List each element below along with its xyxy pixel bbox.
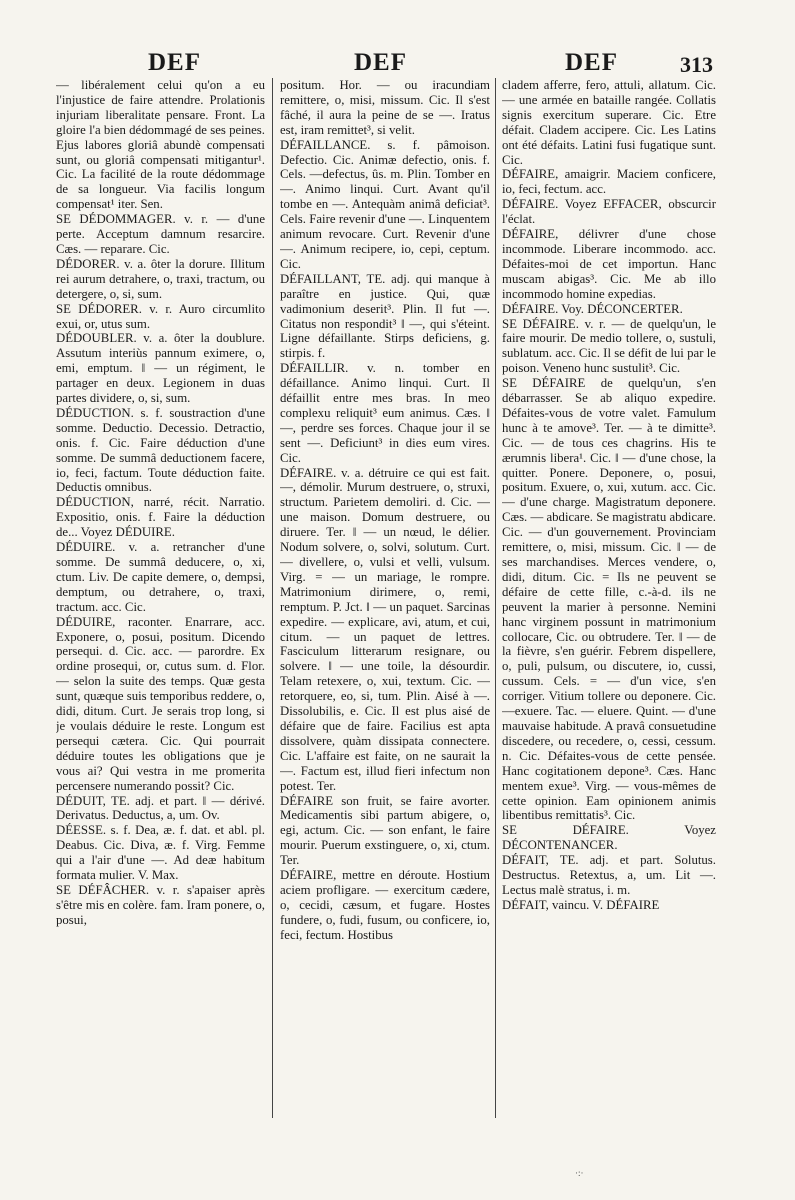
entry: DÉDOUBLER. v. a. ôter la doublure. Assutum interiùs pannum eximere, o, emi, emptum. ‖ — un régiment, le partager en deux. Legionem in duas partes dividere, o, si, sum.	[56, 331, 265, 406]
entry: DÉDUCTION, narré, récit. Narratio. Expositio, onis. f. Faire la déduction de... Voyez DÉDUIRE.	[56, 495, 265, 540]
entry: SE DÉFAIRE de quelqu'un, s'en débarrasser. Se ab aliquo expedire. Défaites-vous de votre valet. Famulum hunc à te amove³. Ter. — à te dimitte³. Cic. — de tous ces chagrins. His te ærumnis libera¹. Cic. ‖ — d'une chose, la quitter. Ponere. Deponere, o, posui, positum. Exuere, o, xui, xutum. acc. Cic. — d'une charge. Magistratum deponere. Cæs. — abdicare. Se magistratu abdicare. Cic. — d'un gouvernement. Provinciam remittere, o, misi, missum. Cic. ‖ — de ses marchandises. Merces vendere, o, didi, ditum. Cic. = Ils ne peuvent se défaire de cette fille, c.-à-d. ils ne peuvent la marier à personne. Nemini hanc virginem possunt in matrimonium collocare, Cic. ou obtrudere. Ter. ‖ — de la fièvre, s'en guérir. Febrem dispellere, o, puli, pulsum, ou discutere, io, cussi, cussum. Cels. = — d'un vice, s'en corriger. Vitium tollere ou deponere. Cic. —exuere. Tac. — eluere. Quint. — d'une mauvaise habitude. A pravâ consuetudine discedere, ou recedere, o, cessi, cessum. n. Cic. Défaites-vous de cette pensée. Hanc cogitationem depone³. Cæs. Hanc mentem exue³. Virg. — vous-mêmes de cette opinion. Eam opinionem animis libentibus remittatis³. Cic.	[502, 376, 716, 823]
column-divider	[495, 78, 496, 1118]
entry: SE DÉFAIRE. v. r. — de quelqu'un, le faire mourir. De medio tollere, o, sustuli, sublatum. acc. Cic. Il se défit de lui par le poison. Veneno hunc sustulit³. Cic.	[502, 316, 716, 376]
entry: DÉFAIRE, délivrer d'une chose incommode. Liberare incommodo. acc. Défaites-moi de cet importun. Hanc muscam abigas³. Cic. Me ab illo incommodo homine expedias.	[502, 227, 716, 301]
printer-ornament: ·:·	[575, 1168, 584, 1178]
entry: DÉESSE. s. f. Dea, æ. f. dat. et abl. pl. Deabus. Cic. Diva, æ. f. Virg. Femme qui a l'air d'une —. Ad deæ habitum formata mulier. V. Max.	[56, 823, 265, 883]
running-head-center: DEF	[354, 49, 407, 76]
entry: DÉFAIRE son fruit, se faire avorter. Medicamentis sibi partum abigere, o, egi, actum. Cic. — son enfant, le faire mourir. Puerum exstinguere, o, xi, ctum. Ter.	[280, 793, 490, 868]
entry: DÉFAILLANT, TE. adj. qui manque à paraître en justice. Qui, quæ vadimonium deserit³. Plin. Il fut —. Citatus non respondit³ ‖ —, qui s'éteint. Ligne défaillante. Stirps deficiens, g. stirpis. f.	[280, 271, 490, 361]
running-head-left: DEF	[148, 49, 201, 76]
running-head-right: DEF	[565, 49, 618, 76]
column-1	[56, 78, 265, 1128]
entry: cladem afferre, fero, attuli, allatum. Cic. — une armée en bataille rangée. Collatis signis exercitum superare. Cic. Etre défait. Cladem accipere. Cic. Les Latins ont été défaits. Latini fusi fugatique sunt. Cic.	[502, 78, 716, 167]
entry: — libéralement celui qu'on a eu l'injustice de faire attendre. Prolationis injuriam liberalitate pensare. Front. La gloire l'a bien dédommagé de ses peines. Ejus labores gloriâ abundè compensati sunt, ou gloriâ compensati mitigantur¹. Cic. La facilité de la route dédommage de sa longueur. Via facilis longum compensat¹ iter. Sen.	[56, 78, 265, 212]
entry: DÉFAIT, vaincu. V. DÉFAIRE	[502, 897, 660, 912]
entry: SE DÉFÂCHER. v. r. s'apaiser après s'être mis en colère. fam. Iram ponere, o, posui,	[56, 882, 265, 927]
entry: DÉFAIRE. Voyez EFFACER, obscurcir l'éclat.	[502, 197, 716, 227]
entry: DÉFAILLIR. v. n. tomber en défaillance. Animo linqui. Curt. Il défaillit entre mes bras. In meo complexu reliquit³ eum animus. Cæs. ‖ —, perdre ses forces. Chaque jour il se sent —. Deficiunt³ in dies eum vires. Cic.	[280, 361, 490, 465]
column-3	[502, 78, 716, 1128]
entry: SE DÉDORER. v. r. Auro circumlito exui, or, utus sum.	[56, 301, 265, 331]
entry: DÉFAIRE. Voy. DÉCONCERTER.	[502, 301, 683, 316]
entry: DÉDUCTION. s. f. soustraction d'une somme. Deductio. Decessio. Detractio, onis. f. Cic. Faire déduction d'une somme. De summâ deductionem facere, io, feci, factum. Toute déduction faite. Deductis omnibus.	[56, 405, 265, 495]
entry: DÉFAIRE, amaigrir. Maciem conficere, io, feci, fectum. acc.	[502, 167, 716, 197]
entry: SE DÉDOMMAGER. v. r. — d'une perte. Acceptum damnum resarcire. Cæs. — reparare. Cic.	[56, 212, 265, 256]
entry: DÉFAILLANCE. s. f. pâmoison. Defectio. Cic. Animæ defectio, onis. f. Cels. —defectus, ûs. m. Plin. Tomber en —. Animo linqui. Curt. Avant qu'il tombe en —. Antequàm animâ deficiat³. Cels. Faire revenir d'une —. Linquentem animum revocare. Curt. Revenir d'une —. Animum recipere, io, cepi, ceptum. Cic.	[280, 137, 490, 271]
entry: DÉFAIT, TE. adj. et part. Solutus. Destructus. Retextus, a, um. Lit —. Lectus malè stratus, i. m.	[502, 853, 716, 897]
entry: DÉDUIT, TE. adj. et part. ‖ — dérivé. Derivatus. Deductus, a, um. Ov.	[56, 793, 265, 823]
column-divider	[272, 78, 273, 1118]
entry: DÉFAIRE, mettre en déroute. Hostium aciem profligare. — exercitum cædere, o, cecidi, cæsum, et fugare. Hostes fundere, o, fudi, fusum, ou conficere, io, feci, fectum. Hostibus	[280, 868, 490, 942]
column-2	[280, 78, 490, 1128]
entry: DÉFAIRE. v. a. détruire ce qui est fait. —, démolir. Murum destruere, o, struxi, structum. Parietem demoliri. d. Cic. —une maison. Domum destruere, ou diruere. Ter. ‖ — un nœud, le délier. Nodum solvere, o, solvi, solutum. Curt. — divellere, o, vulsi et velli, vulsum. Virg. = — un mariage, le rompre. Matrimonium dirimere, o, remi, remptum. P. Jct. ‖ — un paquet. Sarcinas expedire. — explicare, avi, atum, et cui, citum. — un paquet de lettres. Fasciculum litterarum resignare, ou solvere. ‖ — une toile, la désourdir. Telam retexere, o, xui, textum. Cic. — retorquere, eo, si, tum. Plin. Aisé à —. Dissolubilis, e. Cic. Il est plus aisé de défaire que de faire. Facilius est apta dissolvere, quàm dissipata connectere. Cic. L'affaire est faite, on ne saurait la —. Factum est, illud fieri infectum non potest. Ter.	[280, 465, 490, 793]
entry: SE DÉFAIRE. Voyez DÉCONTENANCER.	[502, 823, 716, 853]
entry: positum. Hor. — ou iracundiam remittere, o, misi, missum. Cic. Il s'est fâché, il aura la peine de se —. Iratus est, iram remittet³, si velit.	[280, 78, 490, 137]
entry: DÉDUIRE, raconter. Enarrare, acc. Exponere, o, posui, positum. Dicendo persequi. d. Cic. acc. — parordre. Ex ordine prosequi, or, cutus sum. d. Flor. — selon la suite des temps. Quæ gesta sunt, quæque suis temporibus reddere, o, didi, ditum. Curt. Je serais trop long, si je voulais déduire le reste. Longum est persequi cætera. Cic. Qui pourrait déduire toutes les obligations que je vous ai? Qui vestra in me promerita percensere numerando possit? Cic.	[56, 614, 265, 793]
page-number: 313	[680, 52, 713, 77]
entry: DÉDORER. v. a. ôter la dorure. Illitum rei aurum detrahere, o, traxi, tractum, ou detergere, o, si, sum.	[56, 256, 265, 301]
entry: DÉDUIRE. v. a. retrancher d'une somme. De summâ deducere, o, xi, ctum. Liv. De capite demere, o, dempsi, demptum, ou detrahere, o, traxi, tractum. acc. Cic.	[56, 540, 265, 614]
